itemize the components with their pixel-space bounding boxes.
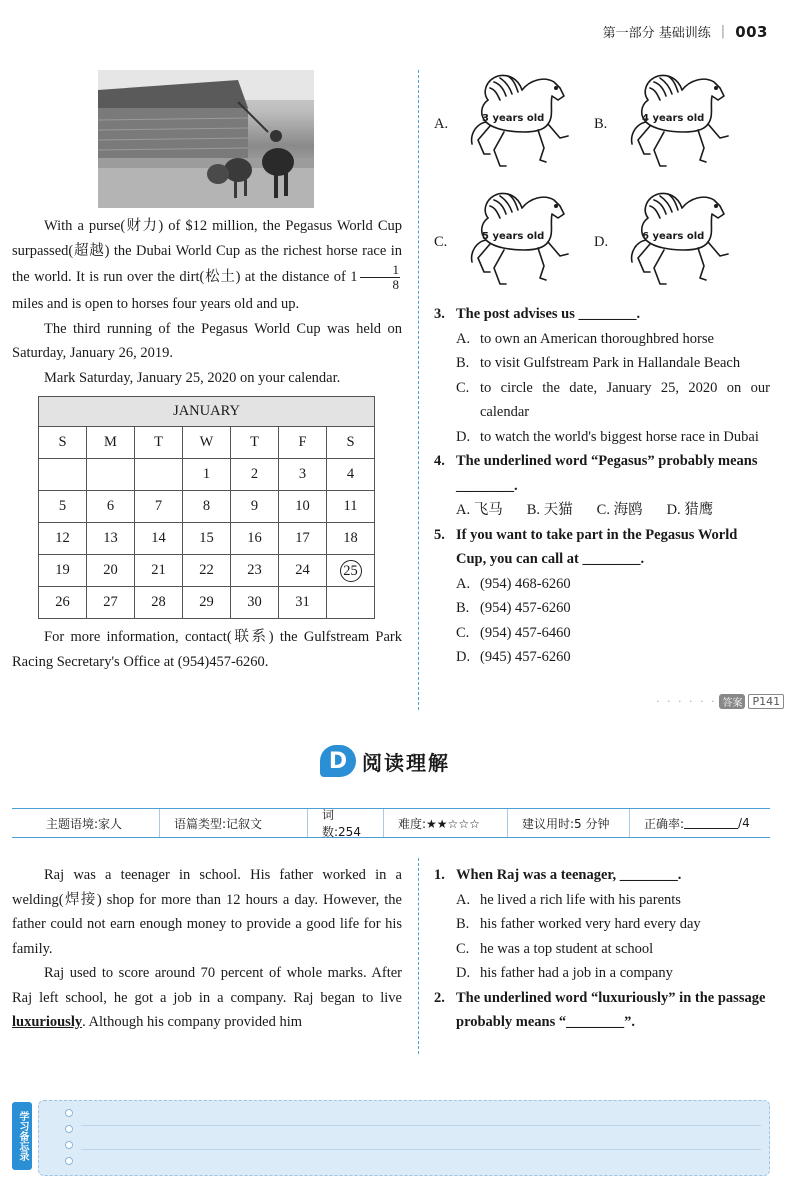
option-letter: C.: [456, 940, 470, 957]
paragraph-2-part-a: Raj used to score around 70 percent of whole marks. After Raj left school, he got a job in a company. Raj began to live: [12, 965, 402, 1006]
calendar-day: 21: [135, 555, 183, 587]
option-c[interactable]: [434, 376, 770, 425]
horse-option-d: [594, 188, 754, 296]
calendar-day: 16: [231, 523, 279, 555]
calendar-day: 7: [135, 491, 183, 523]
calendar-day: [327, 587, 375, 619]
horse-option-c: [434, 188, 594, 296]
calendar-day: 31: [279, 587, 327, 619]
question-2: [434, 986, 770, 1035]
option-text: to own an American thoroughbred horse: [480, 330, 714, 347]
accuracy-blank[interactable]: [684, 817, 738, 829]
calendar-day: 8: [183, 491, 231, 523]
fraction-denominator: 8: [392, 277, 399, 292]
calendar-day: 19: [39, 555, 87, 587]
calendar-day: 29: [183, 587, 231, 619]
paragraph-1-part-b: miles and is open to horses four years old and up.: [12, 296, 300, 312]
option-letter: C.: [456, 379, 470, 396]
memo-line: [81, 1125, 761, 1126]
option-text: he was a top student at school: [480, 940, 654, 957]
option-text: he lived a rich life with his parents: [480, 891, 681, 908]
option-letter: D.: [456, 649, 471, 665]
column-divider-top: [418, 70, 419, 710]
question-stem: If you want to take part in the Pegasus World Cup, you can call at ________.: [456, 526, 738, 567]
option-text: (954) 457-6460: [480, 624, 571, 641]
option-d[interactable]: [434, 645, 770, 670]
circled-date: 25: [340, 560, 362, 582]
passage-c-paragraph-3: Mark Saturday, January 25, 2020 on your calendar.: [44, 369, 341, 386]
calendar-day: 1: [183, 459, 231, 491]
question-stem: The underlined word “Pegasus” probably means ________.: [456, 453, 758, 494]
question-stem: The post advises us ________.: [456, 306, 641, 322]
question-number: 4.: [434, 453, 445, 469]
weekday-header: W: [183, 427, 231, 459]
option-text: his father had a job in a company: [480, 965, 673, 981]
option-a[interactable]: [434, 327, 770, 352]
question-4: [434, 449, 770, 523]
answer-tag: 答案: [719, 694, 745, 709]
calendar-day: 14: [135, 523, 183, 555]
passage-c-paragraph-4: For more information, contact(联系) the Gulfstream Park Racing Secretary's Office at (954)457-6260.: [12, 629, 402, 670]
calendar-day: 18: [327, 523, 375, 555]
passage-c-paragraph-1: [12, 214, 402, 317]
option-d[interactable]: [434, 961, 770, 986]
weekday-header: M: [87, 427, 135, 459]
option-letter: C.: [434, 233, 448, 250]
calendar-day: 23: [231, 555, 279, 587]
paragraph-2-part-b: . Although his company provided him: [82, 1014, 303, 1030]
calendar-day-circled: [327, 555, 375, 587]
option-a[interactable]: A. 飞马: [456, 502, 503, 518]
horse-race-photo: [98, 70, 314, 208]
option-text: (954) 457-6260: [480, 600, 571, 616]
memo-box[interactable]: [38, 1100, 770, 1176]
horse-age-label: 6 years old: [642, 231, 705, 242]
passage-d-paragraph-2: [12, 961, 402, 1035]
option-b[interactable]: [434, 596, 770, 621]
fraction: [360, 263, 401, 292]
accuracy-total: /4: [738, 816, 750, 830]
study-memo-area: [12, 1100, 770, 1176]
section-heading: [320, 745, 450, 777]
option-c[interactable]: [434, 937, 770, 962]
calendar-day: 27: [87, 587, 135, 619]
calendar-day: 20: [87, 555, 135, 587]
memo-label: 学习备忘录: [12, 1102, 32, 1170]
option-b[interactable]: B. 天猫: [526, 502, 573, 518]
calendar-day: 2: [231, 459, 279, 491]
calendar-day: 4: [327, 459, 375, 491]
horse-option-a: [434, 70, 594, 178]
passage-d-paragraph-1: Raj was a teenager in school. His father worked in a welding(焊接) shop for more than 12 hours a day. However, the father could not earn enough money to provide a good life for his family.: [12, 867, 402, 957]
question-stem: When Raj was a teenager, ________.: [456, 867, 682, 883]
section-badge: D: [320, 745, 356, 777]
question-5: [434, 523, 770, 670]
exercise-info-bar: [12, 808, 770, 838]
accuracy-label: 正确率:: [644, 816, 685, 831]
weekday-header: S: [39, 427, 87, 459]
difficulty-cell: 难度:★★☆☆☆: [384, 809, 508, 837]
binder-ring: [65, 1109, 73, 1117]
option-text: to visit Gulfstream Park in Hallandale Beach: [480, 355, 741, 371]
calendar-day: 3: [279, 459, 327, 491]
calendar-day: 6: [87, 491, 135, 523]
passage-c-paragraph-2: The third running of the Pegasus World Cup was held on Saturday, January 26, 2019.: [12, 320, 402, 361]
option-letter: B.: [456, 600, 470, 616]
option-text: to circle the date, January 25, 2020 on our calendar: [480, 379, 770, 420]
section-title: 阅读理解: [362, 750, 450, 775]
calendar-day: 24: [279, 555, 327, 587]
horse-race-illustration: [98, 70, 314, 208]
question-stem: The underlined word “luxuriously” in the passage probably means “________”.: [456, 989, 766, 1030]
paragraph-1-part-a: With a purse(财力) of $12 million, the Pegasus World Cup surpassed(超越) the Dubai World Cup as the richest horse race in the world. It is run over the dirt(松土) at the distance of 1: [12, 218, 402, 285]
binder-ring: [65, 1125, 73, 1133]
calendar-day: [39, 459, 87, 491]
question-number: 1.: [434, 867, 445, 883]
calendar-day: 12: [39, 523, 87, 555]
questions-d-column: [434, 863, 770, 1035]
option-letter: B.: [594, 115, 608, 132]
horse-option-b: [594, 70, 754, 178]
horse-icon: [624, 188, 734, 296]
option-c[interactable]: C. 海鸥: [596, 502, 643, 518]
horse-image: [624, 188, 734, 296]
option-d[interactable]: [434, 425, 770, 450]
horse-age-label: 5 years old: [482, 231, 545, 242]
option-text: his father worked very hard every day: [480, 916, 701, 932]
option-text: (945) 457-6260: [480, 649, 571, 665]
column-divider-bottom: [418, 858, 419, 1054]
passage-d-column: [12, 863, 402, 1035]
option-a[interactable]: [434, 572, 770, 597]
memo-line: [81, 1149, 761, 1150]
theme-cell: 主题语境:家人: [12, 809, 160, 837]
fraction-numerator: 1: [360, 263, 401, 278]
weekday-header: F: [279, 427, 327, 459]
calendar-day: [87, 459, 135, 491]
answer-page: P141: [748, 694, 784, 709]
option-letter: A.: [456, 575, 471, 592]
option-letter: D.: [456, 428, 471, 445]
calendar-day: [135, 459, 183, 491]
word-count-cell: 词数:254: [308, 809, 384, 837]
option-text: (954) 468-6260: [480, 575, 571, 592]
option-b[interactable]: [434, 351, 770, 376]
underlined-word: luxuriously: [12, 1014, 83, 1030]
horse-icon: [624, 70, 734, 178]
passage-c-column: [12, 70, 402, 674]
horse-age-label: 4 years old: [642, 113, 705, 124]
calendar-day: 26: [39, 587, 87, 619]
options-row: [434, 498, 770, 523]
option-c[interactable]: [434, 621, 770, 646]
horse-image: [624, 70, 734, 178]
horse-icon: [464, 70, 574, 178]
option-letter: C.: [456, 624, 470, 641]
calendar-day: 22: [183, 555, 231, 587]
option-text: to watch the world's biggest horse race in Dubai: [480, 428, 759, 445]
calendar-day: 28: [135, 587, 183, 619]
calendar-day: 10: [279, 491, 327, 523]
calendar-day: 11: [327, 491, 375, 523]
question-number: 5.: [434, 526, 445, 543]
page-header: [603, 22, 768, 41]
weekday-header: T: [135, 427, 183, 459]
option-a[interactable]: [434, 888, 770, 913]
weekday-header: S: [327, 427, 375, 459]
section-name: 第一部分 基础训练: [602, 26, 711, 41]
calendar-day: 30: [231, 587, 279, 619]
leader-dots: · · · · · ·: [656, 695, 717, 708]
option-letter: B.: [456, 355, 470, 371]
time-cell: 建议用时:5 分钟: [508, 809, 630, 837]
horse-image: [464, 70, 574, 178]
calendar-month: JANUARY: [39, 397, 375, 427]
page-number: 003: [735, 22, 768, 41]
horse-icon: [464, 188, 574, 296]
horse-options-grid: [434, 70, 770, 296]
horse-age-label: 3 years old: [482, 113, 545, 124]
answer-reference[interactable]: [656, 694, 784, 709]
calendar-day: 17: [279, 523, 327, 555]
option-letter: D.: [456, 965, 471, 981]
option-letter: A.: [434, 115, 449, 132]
calendar-day: 15: [183, 523, 231, 555]
weekday-header: T: [231, 427, 279, 459]
header-separator: |: [720, 24, 726, 39]
question-1: [434, 863, 770, 986]
question-number: 3.: [434, 306, 445, 322]
questions-c-column: [434, 70, 770, 670]
binder-ring: [65, 1157, 73, 1165]
option-letter: D.: [594, 233, 609, 250]
option-letter: B.: [456, 916, 470, 932]
question-3: [434, 302, 770, 449]
horse-image: [464, 188, 574, 296]
option-letter: A.: [456, 330, 471, 347]
binder-ring: [65, 1141, 73, 1149]
accuracy-cell: [630, 809, 764, 837]
text-type-cell: 语篇类型:记叙文: [160, 809, 308, 837]
option-letter: A.: [456, 891, 471, 908]
calendar-day: 5: [39, 491, 87, 523]
option-d[interactable]: D. 猎鹰: [666, 502, 714, 518]
january-calendar: [38, 396, 375, 619]
calendar-day: 13: [87, 523, 135, 555]
question-number: 2.: [434, 989, 445, 1006]
option-b[interactable]: [434, 912, 770, 937]
calendar-day: 9: [231, 491, 279, 523]
